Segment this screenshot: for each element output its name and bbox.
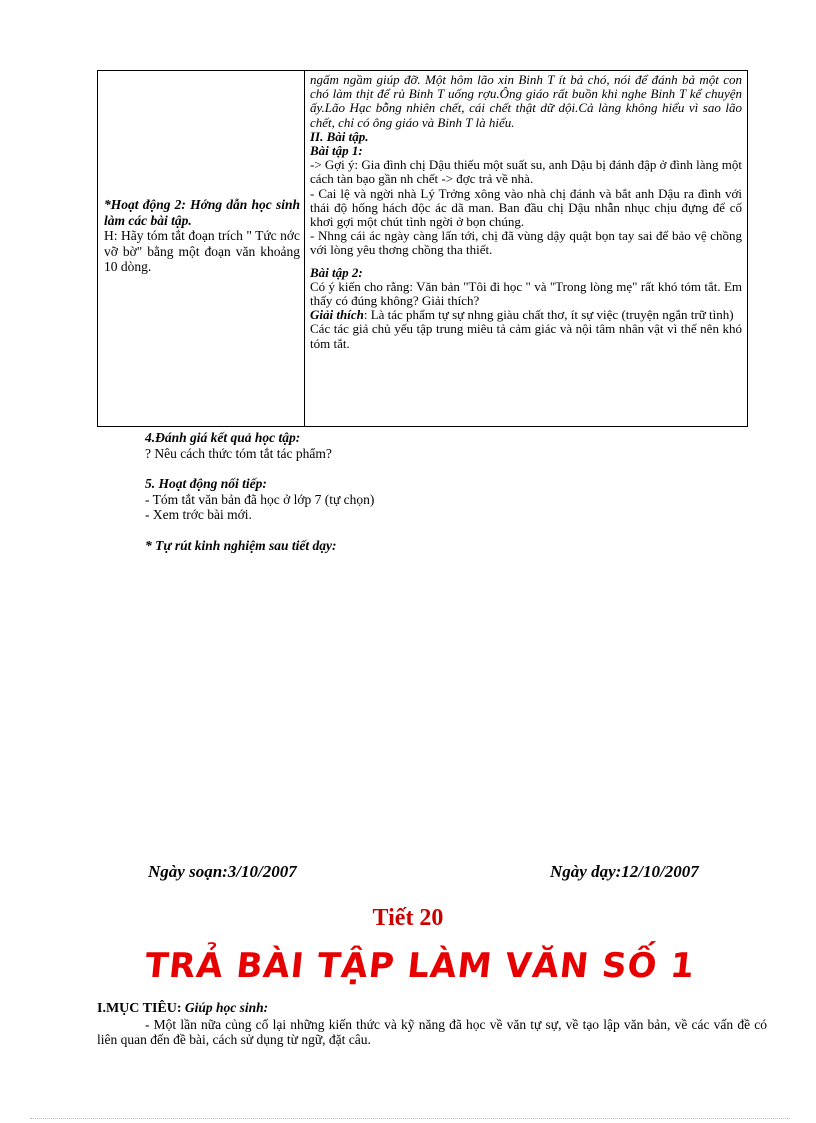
reflection-section (145, 538, 705, 554)
exercise1-line: -> Gợi ý: Gia đình chị Dậu thiếu một suất su, anh Dậu bị đánh đập ở đình làng một cách tàn bạo gần nh chết -> đợc trả về nhà. (310, 157, 742, 187)
exercise2-question: Có ý kiến cho rằng: Văn bản "Tôi đi học " và "Trong lòng mẹ" rất khó tóm tắt. Em thấy có đúng không? Giải thích? (310, 278, 742, 309)
taught-date: Ngày dạy:12/10/2007 (550, 862, 699, 881)
column-divider (304, 71, 305, 426)
page-bottom-rule (30, 1118, 790, 1119)
content-cell (310, 73, 742, 427)
lesson-title: TRẢ BÀI TẬP LÀM VĂN SỐ 1 (142, 946, 698, 986)
objectives-subheading: Giúp học sinh: (184, 1000, 269, 1015)
explanation-text: : Là tác phẩm tự sự nhng giàu chất thơ, ít sự việc (truyện ngắn trữ tình) (363, 307, 734, 323)
objectives-text: - Một lần nữa củng cố lại những kiến thức và kỹ năng đã học về văn tự sự, về tạo lập văn bản, về các vấn đề có liên quan đến đề bài, cách sử dụng từ ngữ, đặt câu. (97, 1016, 767, 1047)
objectives-section (97, 1000, 767, 1048)
activity-instruction: H: Hãy tóm tắt đoạn trích " Tức nớc vỡ bờ" bằng một đoạn văn khoảng 10 dòng. (104, 228, 300, 274)
explanation-label: Giải thích (310, 307, 364, 323)
prepared-date: Ngày soạn:3/10/2007 (148, 862, 297, 881)
reflection-heading: * Tự rút kinh nghiệm sau tiết dạy: (145, 538, 337, 553)
explanation-line (310, 308, 742, 322)
activity-cell (104, 197, 300, 275)
objectives-heading: I.MỤC TIÊU: (97, 1001, 182, 1016)
exercise1-line: - Cai lệ và ngời nhà Lý Trởng xông vào nhà chị đánh và bắt anh Dậu ra đình với thái độ hống hách độc ác dã man. Ban đầu chị Dậu nhẫn nhục chịu đựng để cố khơi gợi một chút tình ngời ở bọn chúng. (310, 185, 742, 230)
lesson-table (97, 70, 748, 427)
explanation-continuation: Các tác giả chủ yếu tập trung miêu tả cảm giác và nội tâm nhân vật vì thế nên khó tóm tắt. (310, 321, 742, 351)
follow-up-item: - Tóm tắt văn bản đã học ở lớp 7 (tự chọn) (145, 491, 375, 507)
follow-up-item: - Xem trớc bài mới. (145, 507, 252, 522)
exercise2-heading: Bài tập 2: (310, 264, 363, 280)
exercise1-line: - Nhng cái ác ngày càng lấn tới, chị đã vùng dậy quật bọn tay sai để bảo vệ chồng với lòng yêu thơng chồng tha thiết. (310, 228, 742, 258)
assessment-question: ? Nêu cách thức tóm tắt tác phẩm? (145, 445, 332, 461)
exercise1-heading: Bài tập 1: (310, 143, 363, 159)
follow-up-heading: 5. Hoạt động nối tiếp: (145, 476, 267, 491)
lesson-number: Tiết 20 (372, 905, 444, 931)
follow-up-section (145, 476, 705, 523)
exercise-section-heading: II. Bài tập. (310, 128, 369, 144)
assessment-section (145, 430, 705, 461)
assessment-heading: 4.Đánh giá kết quả học tập: (145, 430, 301, 445)
activity-title: *Hoạt động 2: Hớng dẫn học sinh làm các bài tập. (104, 197, 300, 228)
story-summary-paragraph: ngấm ngầm giúp đỡ. Một hôm lão xin Binh T ít bả chó, nói để đánh bả một con chó làm thịt để rủ Binh T uống rợu.Ông giáo rất buồn khi nghe Binh T kể chuyện ấy.Lão Hạc bỗng nhiên chết, cái chết thật dữ dội.Cả làng không hiểu vì sao lão chết, chỉ có ông giáo và Binh T là hiểu. (310, 73, 742, 130)
objectives-heading-line (97, 1000, 767, 1017)
